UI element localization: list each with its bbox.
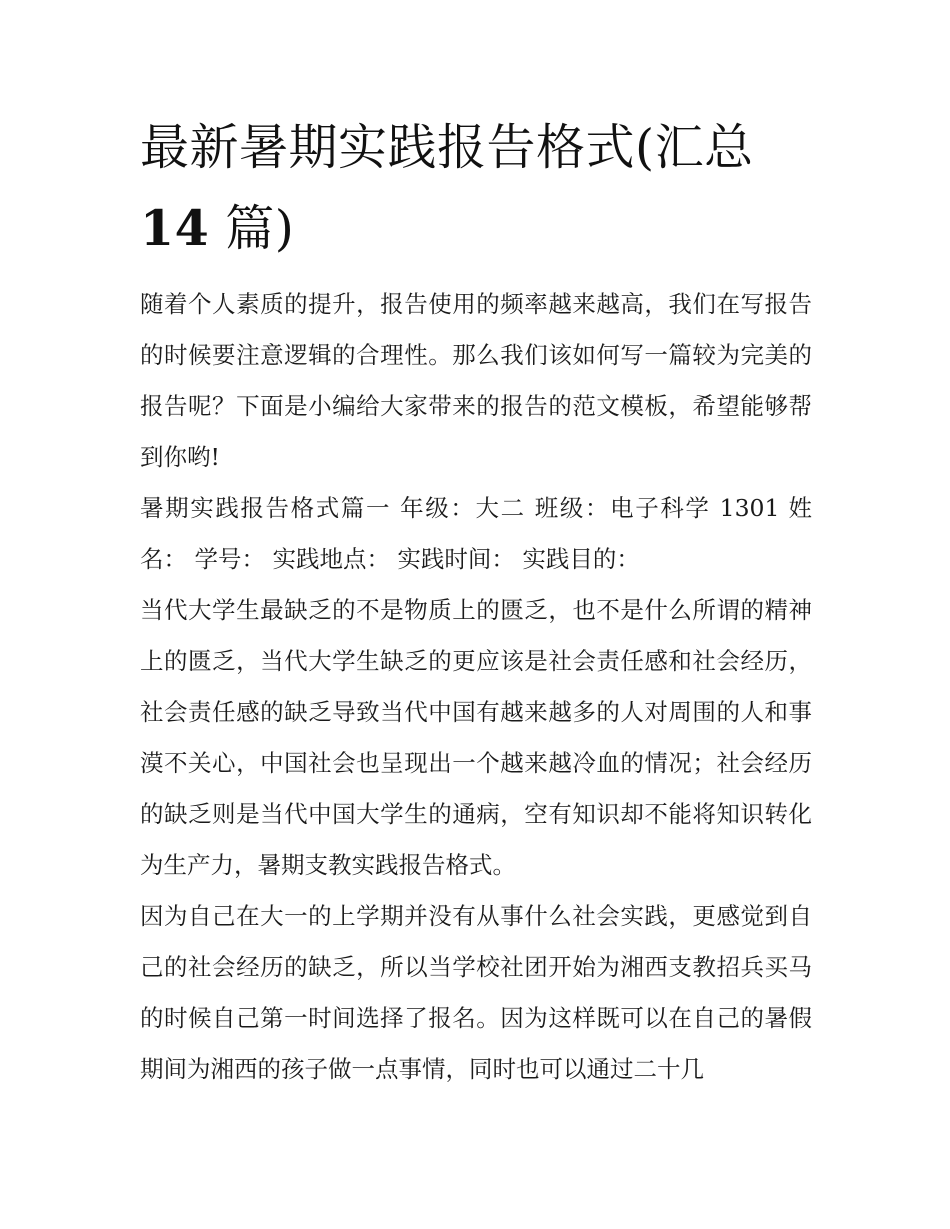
intro-paragraph: 随着个人素质的提升，报告使用的频率越来越高，我们在写报告的时候要注意逻辑的合理性。那么我们该如何写一篇较为完美的报告呢？下面是小编给大家带来的报告的范文模板，希望能够帮到你哟!: [140, 290, 812, 471]
document-body: [140, 108, 812, 1095]
body-paragraph-1: 当代大学生最缺乏的不是物质上的匮乏，也不是什么所谓的精神上的匮乏，当代大学生缺乏的更应该是社会责任感和社会经历，社会责任感的缺乏导致当代中国有越来越多的人对周围的人和事漠不关心，中国社会也呈现出一个越来越冷血的情况；社会经历的缺乏则是当代中国大学生的通病，空有知识却不能将知识转化为生产力，暑期支教实践报告格式。: [140, 596, 812, 879]
title-spacer: [140, 269, 812, 279]
title-count: 14: [140, 199, 210, 257]
info-paragraph: 暑期实践报告格式篇一 年级：大二 班级：电子科学 1301 姓名： 学号： 实践地点： 实践时间： 实践目的：: [140, 494, 812, 573]
document-title: [140, 108, 812, 269]
title-line1: 最新暑期实践报告格式(汇总: [140, 119, 754, 176]
title-suffix: 篇): [209, 200, 295, 257]
body-paragraph-2: 因为自己在大一的上学期并没有从事什么社会实践，更感觉到自己的社会经历的缺乏，所以当学校社团开始为湘西支教招兵买马的时候自己第一时间选择了报名。因为这样既可以在自己的暑假期间为湘西的孩子做一点事情，同时也可以通过二十几: [140, 902, 812, 1083]
